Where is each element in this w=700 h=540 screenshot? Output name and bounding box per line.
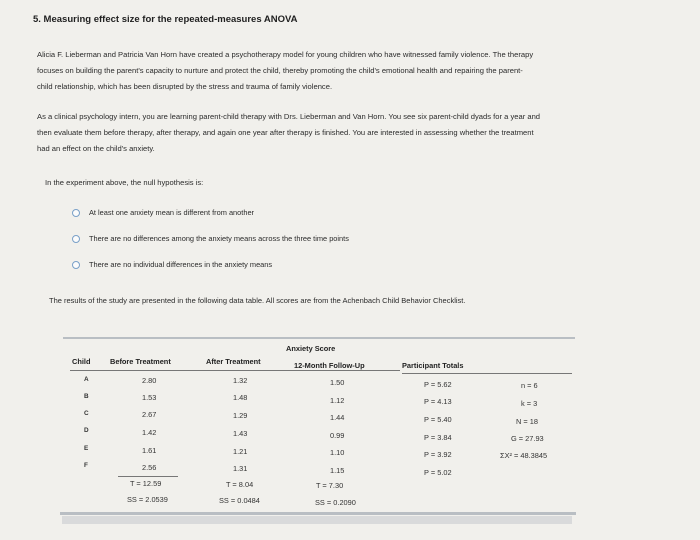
header-rule-right — [402, 373, 572, 374]
intro-line: child relationship, which has been disrupted by the stress and trauma of family violence. — [37, 82, 333, 91]
option-label: There are no individual differences in the anxiety means — [89, 260, 273, 269]
radio-button[interactable] — [72, 209, 80, 217]
cell-before: 1.53 — [142, 393, 157, 402]
option-no-individual-differences[interactable] — [72, 260, 272, 269]
cell-SS-before: SS = 2.0539 — [127, 495, 168, 504]
cell-before: 2.80 — [142, 376, 157, 385]
cell-after: 1.29 — [233, 411, 248, 420]
cell-after: 1.43 — [233, 429, 248, 438]
summary-k: k = 3 — [521, 399, 538, 408]
row-label: A — [84, 376, 89, 383]
cell-before: 1.61 — [142, 446, 157, 455]
table-footer-band — [62, 516, 572, 524]
scenario-paragraph — [37, 109, 540, 157]
cell-T-followup: T = 7.30 — [316, 481, 344, 490]
column-rule — [118, 476, 178, 477]
col-header-before: Before Treatment — [110, 357, 171, 366]
header-rule — [70, 370, 400, 371]
summary-n: n = 6 — [521, 381, 538, 390]
radio-button[interactable] — [72, 235, 80, 243]
option-label: At least one anxiety mean is different from another — [89, 208, 255, 217]
cell-followup: 1.50 — [330, 378, 345, 387]
cell-followup: 1.10 — [330, 448, 345, 457]
cell-total: P = 3.92 — [424, 450, 452, 459]
cell-total: P = 4.13 — [424, 397, 452, 406]
cell-after: 1.21 — [233, 447, 248, 456]
row-label: D — [84, 427, 89, 434]
cell-after: 1.31 — [233, 464, 248, 473]
intro-line: Alicia F. Lieberman and Patricia Van Horn have created a psychotherapy model for young children who have witnessed family violence. The therapy — [37, 50, 534, 59]
summary-sum-x-squared: ΣX² = 48.3845 — [500, 451, 548, 460]
cell-total: P = 5.02 — [424, 468, 452, 477]
col-header-child: Child — [72, 357, 91, 366]
cell-followup: 1.12 — [330, 396, 345, 405]
scenario-line: had an effect on the child's anxiety. — [37, 144, 155, 153]
summary-N: N = 18 — [516, 417, 538, 426]
cell-T-before: T = 12.59 — [130, 479, 162, 488]
cell-followup: 0.99 — [330, 431, 345, 440]
cell-SS-after: SS = 0.0484 — [219, 496, 260, 505]
scenario-line: then evaluate them before therapy, after therapy, and again one year after therapy is finished. You are interested in assessing whether the treatment — [37, 128, 534, 137]
summary-G: G = 27.93 — [511, 434, 544, 443]
cell-total: P = 5.62 — [424, 380, 452, 389]
results-description: The results of the study are presented in the following data table. All scores are from the Achenbach Child Behavior Checklist. — [49, 296, 466, 305]
option-at-least-one-different[interactable] — [72, 208, 254, 217]
col-header-followup: 12-Month Follow-Up — [294, 361, 365, 370]
col-header-totals: Participant Totals — [402, 361, 464, 370]
cell-before: 2.67 — [142, 410, 157, 419]
table-bottom-rule — [60, 512, 576, 515]
row-label: B — [84, 393, 89, 400]
cell-after: 1.32 — [233, 376, 248, 385]
null-hypothesis-prompt: In the experiment above, the null hypothesis is: — [45, 178, 204, 187]
cell-SS-followup: SS = 0.2090 — [315, 498, 356, 507]
radio-button[interactable] — [72, 261, 80, 269]
cell-before: 1.42 — [142, 428, 157, 437]
table-top-rule — [63, 337, 575, 339]
cell-total: P = 3.84 — [424, 433, 452, 442]
question-title: 5. Measuring effect size for the repeated-measures ANOVA — [33, 14, 298, 25]
intro-paragraph — [37, 47, 533, 95]
cell-followup: 1.44 — [330, 413, 345, 422]
row-label: C — [84, 410, 89, 417]
col-header-after: After Treatment — [206, 357, 261, 366]
cell-T-after: T = 8.04 — [226, 480, 254, 489]
cell-after: 1.48 — [233, 393, 248, 402]
row-label: E — [84, 445, 89, 452]
scenario-line: As a clinical psychology intern, you are learning parent-child therapy with Drs. Lieberman and Van Horn. You see six parent-child dyads for a year and — [37, 112, 541, 121]
cell-followup: 1.15 — [330, 466, 345, 475]
group-header: Anxiety Score — [286, 344, 336, 353]
option-label: There are no differences among the anxiety means across the three time points — [89, 234, 349, 243]
cell-before: 2.56 — [142, 463, 157, 472]
intro-line: focuses on building the parent's capacity to nurture and protect the child, thereby promoting the child's emotional health and repairing the parent- — [37, 66, 523, 75]
option-no-differences[interactable] — [72, 234, 349, 243]
row-label: F — [84, 462, 88, 469]
cell-total: P = 5.40 — [424, 415, 452, 424]
